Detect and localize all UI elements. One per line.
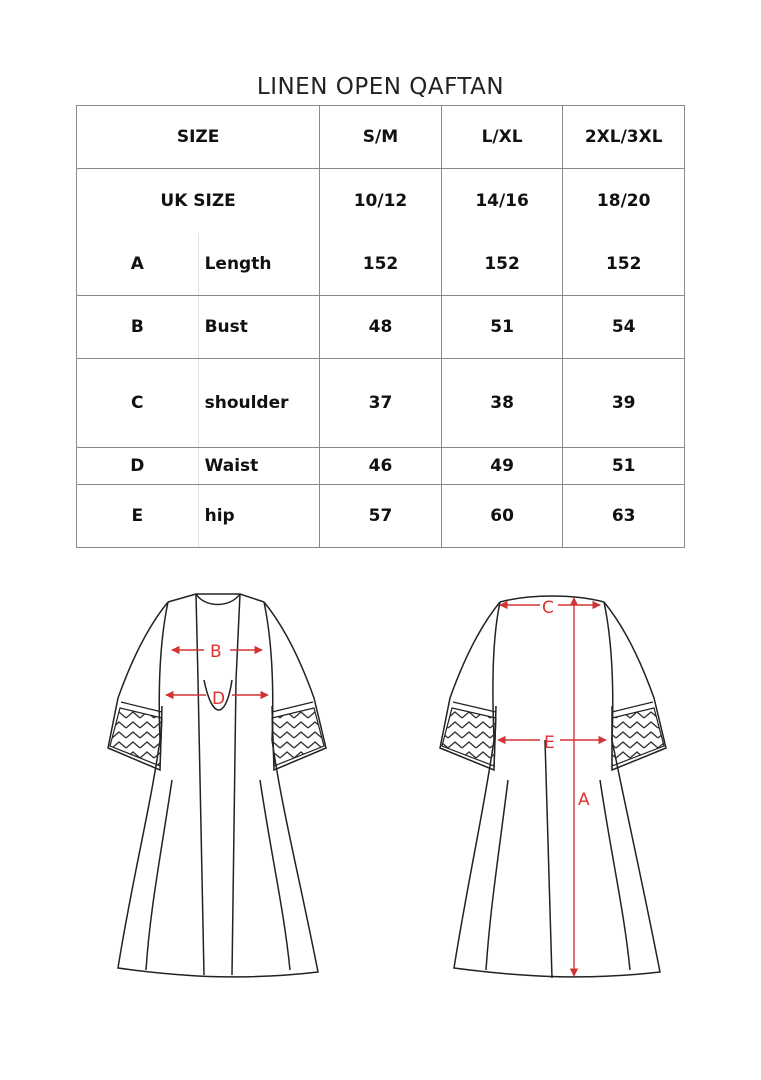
- row-value: 60: [441, 485, 563, 548]
- uk-size-value: 18/20: [563, 169, 685, 233]
- length-measurement: [574, 598, 590, 976]
- row-label: shoulder: [198, 359, 320, 448]
- row-label: hip: [198, 485, 320, 548]
- page-title: LINEN OPEN QAFTAN: [256, 74, 505, 100]
- row-value: 51: [441, 296, 563, 359]
- row-code: C: [77, 359, 199, 448]
- uk-size-value: 14/16: [441, 169, 563, 233]
- back-garment-drawing: [440, 596, 666, 978]
- bust-label: B: [210, 642, 222, 662]
- measurement-row-a: [77, 233, 685, 296]
- shoulder-measurement: [500, 598, 600, 618]
- row-label: Bust: [198, 296, 320, 359]
- row-value: 51: [563, 448, 685, 485]
- front-left-embroidery: [110, 702, 162, 766]
- size-col-2: L/XL: [441, 106, 563, 169]
- garment-diagram: [0, 580, 761, 1000]
- uk-size-row: [77, 169, 685, 233]
- row-code: A: [77, 233, 199, 296]
- row-value: 63: [563, 485, 685, 548]
- measurement-row-d: [77, 448, 685, 485]
- row-value: 152: [320, 233, 442, 296]
- row-code: D: [77, 448, 199, 485]
- shoulder-label: C: [542, 598, 554, 618]
- bust-measurement: [172, 642, 262, 662]
- size-col-3: 2XL/3XL: [563, 106, 685, 169]
- row-code: E: [77, 485, 199, 548]
- row-value: 57: [320, 485, 442, 548]
- uk-size-value: 10/12: [320, 169, 442, 233]
- back-left-embroidery: [442, 702, 496, 766]
- row-code: B: [77, 296, 199, 359]
- length-label: A: [578, 790, 590, 810]
- row-value: 39: [563, 359, 685, 448]
- size-header: SIZE: [77, 106, 320, 169]
- row-value: 48: [320, 296, 442, 359]
- hip-measurement: [498, 733, 606, 753]
- row-value: 152: [563, 233, 685, 296]
- size-chart-table: [76, 105, 685, 548]
- waist-measurement: [166, 689, 268, 709]
- row-label: Waist: [198, 448, 320, 485]
- header-row: [77, 106, 685, 169]
- row-value: 38: [441, 359, 563, 448]
- measurement-row-b: [77, 296, 685, 359]
- front-right-embroidery: [272, 702, 324, 766]
- back-right-embroidery: [612, 702, 664, 766]
- row-value: 49: [441, 448, 563, 485]
- row-label: Length: [198, 233, 320, 296]
- hip-label: E: [544, 733, 555, 753]
- row-value: 152: [441, 233, 563, 296]
- size-col-1: S/M: [320, 106, 442, 169]
- measurement-row-e: [77, 485, 685, 548]
- uk-size-label: UK SIZE: [77, 169, 320, 233]
- row-value: 37: [320, 359, 442, 448]
- measurement-row-c: [77, 359, 685, 448]
- waist-label: D: [212, 689, 226, 709]
- row-value: 54: [563, 296, 685, 359]
- row-value: 46: [320, 448, 442, 485]
